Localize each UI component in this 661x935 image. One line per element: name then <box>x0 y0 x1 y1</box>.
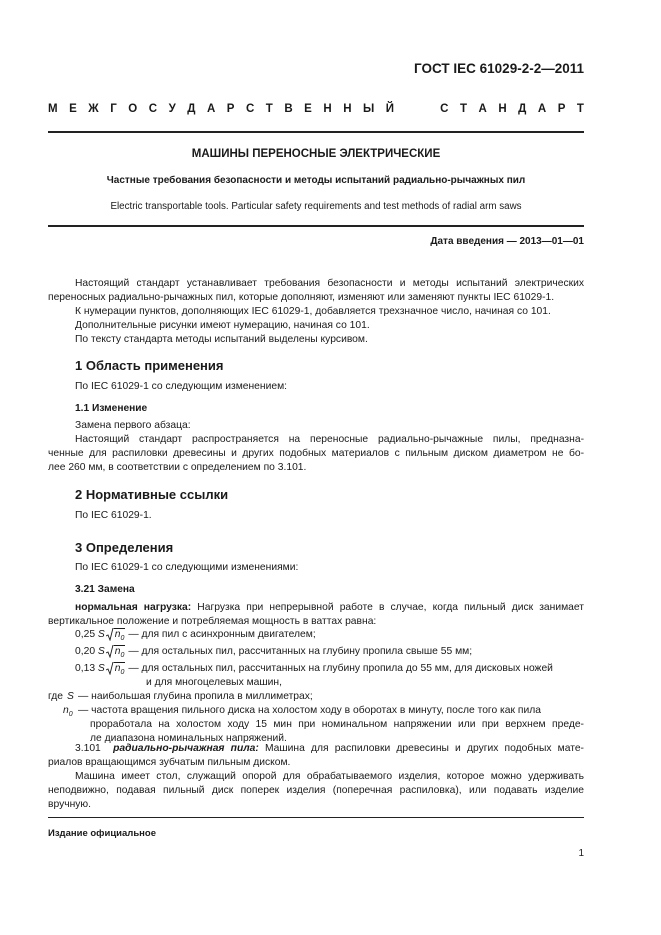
interstate-letter: У <box>168 103 176 115</box>
formula-2-var-s: S <box>97 646 105 657</box>
interstate-letter: Ж <box>88 103 99 115</box>
section-1-1-line2: ченные для распиловки древесины и других подобных материалов с пильным диском диаметром не бо- <box>48 448 584 459</box>
table-paragraph-line2: неподвижно, подавая пильный диск поперек изделия (поперечная распиловка), или подавать изделие <box>48 785 584 796</box>
interstate-letter: Н <box>343 103 352 115</box>
where-n-line1: — частота вращения пильного диска на холостом ходу в оборотах в минуту, после того как пила <box>78 705 541 716</box>
section-1-heading: 1 Область применения <box>75 358 224 373</box>
title-english: Electric transportable tools. Particular safety requirements and test methods of radial arm saws <box>110 201 522 212</box>
formula-row-3 <box>75 663 553 676</box>
table-paragraph-line1: Машина имеет стол, служащий опорой для обрабатываемого изделия, которое можно удерживать <box>75 771 584 782</box>
formula-row-3-continued: и для многоцелевых машин, <box>146 677 282 688</box>
formula-row-2 <box>75 646 472 659</box>
where-s-text: — наибольшая глубина пропила в миллиметрах; <box>78 691 313 702</box>
intro-p4: По тексту стандарта методы испытаний выделены курсивом. <box>75 334 368 345</box>
sqrt-symbol <box>106 663 126 676</box>
where-var-s: S <box>67 691 74 702</box>
title-rule <box>48 225 584 227</box>
formula-3-var-n-sub: 0 <box>120 669 125 677</box>
interstate-letter: С <box>440 103 449 115</box>
table-paragraph-line3: вручную. <box>48 799 92 810</box>
sqrt-symbol <box>106 646 126 659</box>
interstate-letter: Т <box>576 103 584 115</box>
formula-1-var-n: n <box>114 629 121 640</box>
clause-3101-number: 3.101 <box>75 743 101 754</box>
definition-normal-load-line1 <box>75 602 584 613</box>
def2-text: Машина для распиловки древесины и других подобных мате- <box>258 743 584 754</box>
section-1-1-line1: Настоящий стандарт распространяется на переносные радиально-рычажные пилы, предназна- <box>75 434 584 445</box>
interstate-letter: Д <box>187 103 196 115</box>
formula-3-text: — для остальных пил, рассчитанных на глубину пропила до 55 мм, для дисковых ножей <box>128 663 553 674</box>
interstate-letter: О <box>128 103 138 115</box>
interstate-letter: В <box>284 103 293 115</box>
interstate-letter: А <box>478 103 487 115</box>
formula-3-var-n: n <box>114 663 121 674</box>
where-n-sub: 0 <box>68 711 73 719</box>
formula-2-text: — для остальных пил, рассчитанных на глубину пропила свыше 55 мм; <box>128 646 473 657</box>
edition-label: Издание официальное <box>48 828 156 839</box>
section-1-text: По IEC 61029-1 со следующим изменением: <box>75 381 288 392</box>
title-main: МАШИНЫ ПЕРЕНОСНЫЕ ЭЛЕКТРИЧЕСКИЕ <box>191 148 441 160</box>
formula-3-coef: 0,13 <box>75 663 96 674</box>
where-var-n <box>63 705 73 718</box>
interstate-letter: С <box>148 103 158 115</box>
formula-1-coef: 0,25 <box>75 629 96 640</box>
interstate-letter: М <box>48 103 58 115</box>
section-3-21-heading: 3.21 Замена <box>75 584 135 595</box>
interstate-letter: Н <box>323 103 332 115</box>
formula-2-coef: 0,20 <box>75 646 96 657</box>
interstate-letter: Р <box>557 103 566 115</box>
interstate-letter: Р <box>226 103 235 115</box>
section-3-text: По IEC 61029-1 со следующими изменениями: <box>75 562 299 573</box>
section-1-1-line3: лее 260 мм, в соответствии с определением по 3.101. <box>48 462 307 473</box>
formula-1-text: — для пил с асинхронным двигателем; <box>128 629 316 640</box>
intro-p2: К нумерации пунктов, дополняющих IEC 61029-1, добавляется трехзначное число, начиная со 101. <box>75 306 551 317</box>
interstate-letter: Ы <box>363 103 375 115</box>
section-2-text: По IEC 61029-1. <box>75 510 152 521</box>
interstate-letter: А <box>206 103 216 115</box>
formula-1-var-n-sub: 0 <box>120 635 125 643</box>
section-2-heading: 2 Нормативные ссылки <box>75 487 229 502</box>
standard-code: ГОСТ IEC 61029-2-2—2011 <box>414 61 584 76</box>
page-number: 1 <box>578 848 584 859</box>
sqrt-symbol <box>106 629 126 642</box>
where-n-letter: n <box>63 705 69 716</box>
title-sub: Частные требования безопасности и методы испытаний радиально-рычажных пил <box>106 175 526 186</box>
section-1-1-replace: Замена первого абзаца: <box>75 420 191 431</box>
definition-radial-saw-line1 <box>75 743 584 754</box>
term-radial-arm-saw: радиально-рычажная пила: <box>113 743 259 754</box>
interstate-letter: Е <box>304 103 312 115</box>
section-3-heading: 3 Определения <box>75 540 174 555</box>
where-n-line2: проработала на холостом ходу 15 мин при номинальном напряжении или при верхнем преде- <box>90 719 584 730</box>
section-1-1-heading: 1.1 Изменение <box>75 403 148 414</box>
intro-p3: Дополнительные рисунки имеют нумерацию, начиная со 101. <box>75 320 370 331</box>
intro-date: Дата введения — 2013—01—01 <box>430 236 584 247</box>
interstate-letter: Д <box>518 103 527 115</box>
intro-p1-line2: переносных радиально-рычажных пил, которые дополняют, изменяют или заменяют пункты IEC 61029-1. <box>48 292 555 303</box>
formula-2-var-n-sub: 0 <box>120 652 125 660</box>
interstate-letter: Г <box>110 103 117 115</box>
interstate-letter: Н <box>498 103 507 115</box>
definition-normal-load-line2: вертикальное положение и потребляемая мощность в ваттах равна: <box>48 616 377 627</box>
interstate-letter: С <box>245 103 255 115</box>
interstate-letter: Т <box>265 103 273 115</box>
interstate-letter: Й <box>385 103 395 115</box>
intro-p1-line1: Настоящий стандарт устанавливает требования безопасности и методы испытаний электрических <box>75 278 584 289</box>
where-label: где <box>48 691 64 702</box>
footer-rule <box>48 817 584 818</box>
term-normal-load: нормальная нагрузка: <box>75 602 192 613</box>
interstate-letter: А <box>537 103 547 115</box>
definition-radial-saw-line2: риалов вращающимся зубчатым пильным диском. <box>48 757 291 768</box>
formula-2-var-n: n <box>114 646 121 657</box>
def1-text: Нагрузка при непрерывной работе в случае, когда пильный диск занимает <box>191 602 584 613</box>
where-n-line3: ле диапазона номинальных напряжений. <box>90 733 287 744</box>
header-rule <box>48 131 584 133</box>
interstate-letter: Е <box>69 103 77 115</box>
interstate-letter: Т <box>459 103 467 115</box>
interstate-standard-banner <box>48 103 584 115</box>
formula-1-var-s: S <box>97 629 105 640</box>
formula-row-1 <box>75 629 316 642</box>
formula-3-var-s: S <box>97 663 105 674</box>
